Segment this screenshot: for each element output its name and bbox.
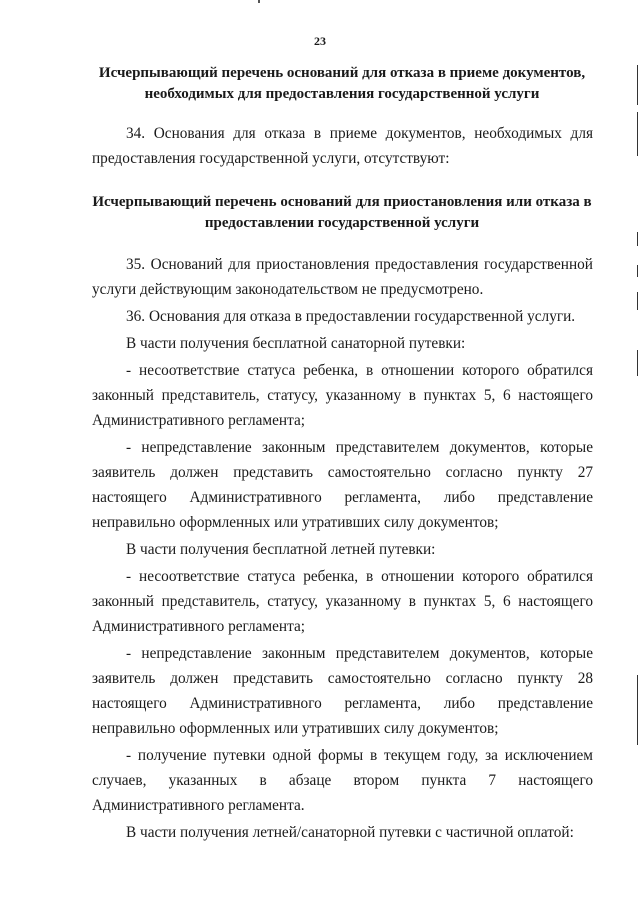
scan-artifact bbox=[258, 0, 260, 3]
section-body-suspension-refusal bbox=[92, 252, 593, 845]
scan-artifact bbox=[637, 65, 638, 105]
list-item: - несоответствие статуса ребенка, в отношении которого обратился законный представитель, статусу, указанному в пунктах 5, 6 настоящего Административного регламента; bbox=[92, 568, 593, 635]
paragraph-35: 35. Оснований для приостановления предоставления государственной услуги действующим законодательством не предусмотрено. bbox=[92, 256, 593, 298]
section-body-refusal-acceptance bbox=[92, 121, 593, 173]
section-heading-suspension-refusal: Исчерпывающий перечень оснований для приостановления или отказа в предоставлении государственной услуги bbox=[92, 194, 592, 231]
subsection-free-summer: В части получения бесплатной летней путевки: bbox=[126, 541, 436, 558]
paragraph-34: 34. Основания для отказа в приеме документов, необходимых для предоставления государственной услуги, отсутствуют: bbox=[92, 125, 593, 167]
subsection-partial-payment: В части получения летней/санаторной путевки с частичной оплатой: bbox=[126, 824, 574, 841]
list-item: - непредставление законным представителем документов, которые заявитель должен представить самостоятельно согласно пункту 27 настоящего Административного регламента, либо представление неправильно оформленных или утративших силу документов; bbox=[92, 439, 593, 531]
list-item: - несоответствие статуса ребенка, в отношении которого обратился законный представитель, статусу, указанному в пунктах 5, 6 настоящего Административного регламента; bbox=[92, 362, 593, 429]
subsection-free-sanatorium: В части получения бесплатной санаторной путевки: bbox=[126, 335, 466, 352]
list-item: - получение путевки одной формы в текущем году, за исключением случаев, указанных в абзаце втором пункта 7 настоящего Административного регламента. bbox=[92, 747, 593, 814]
scan-artifact bbox=[637, 675, 638, 745]
scan-artifact bbox=[637, 112, 638, 156]
scan-artifact bbox=[637, 350, 638, 376]
scan-artifact bbox=[637, 232, 638, 246]
scan-artifact bbox=[637, 265, 638, 277]
paragraph-36: 36. Основания для отказа в предоставлении государственной услуги. bbox=[126, 308, 576, 325]
page-number: 23 bbox=[314, 34, 326, 48]
section-heading-refusal-acceptance: Исчерпывающий перечень оснований для отказа в приеме документов, необходимых для предоставления государственной услуги bbox=[98, 65, 586, 102]
scan-artifact bbox=[637, 292, 638, 310]
list-item: - непредставление законным представителем документов, которые заявитель должен представить самостоятельно согласно пункту 28 настоящего Административного регламента, либо представление неправильно оформленных или утративших силу документов; bbox=[92, 645, 593, 737]
